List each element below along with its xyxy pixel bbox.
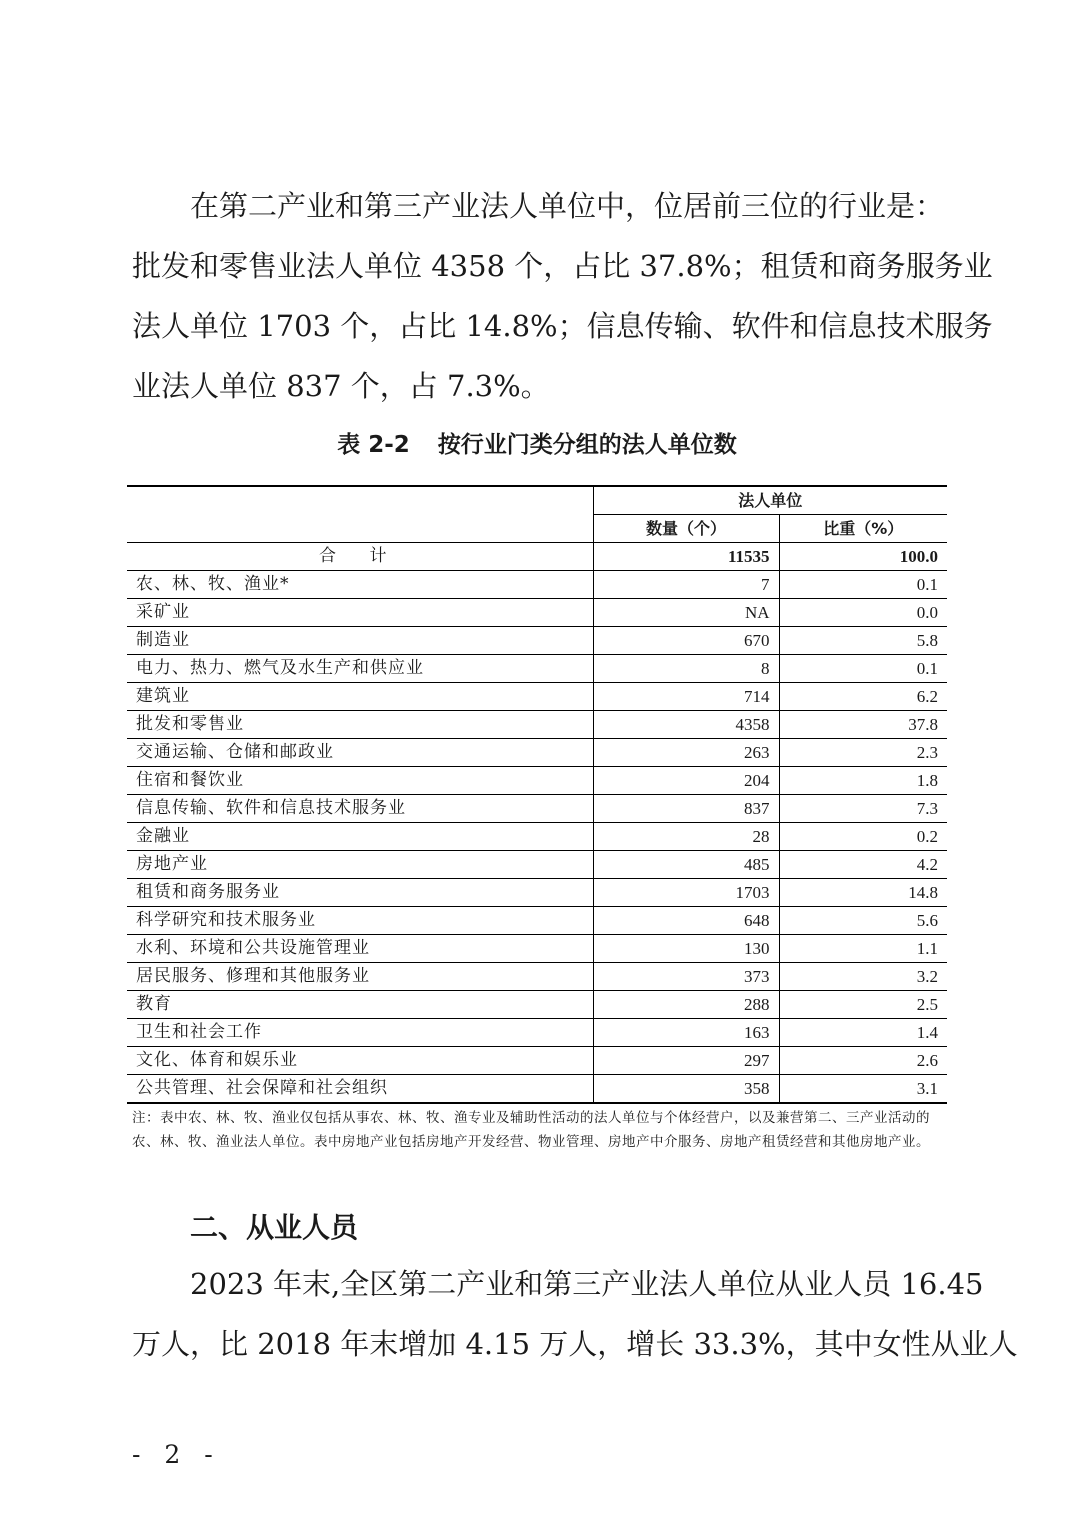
row-count: 297 xyxy=(593,1047,779,1075)
header-blank-cell xyxy=(127,486,593,543)
table-row xyxy=(127,683,947,711)
table-row xyxy=(127,571,947,599)
row-share: 0.0 xyxy=(779,599,947,627)
row-count: 373 xyxy=(593,963,779,991)
col-share-header: 比重（%） xyxy=(779,515,947,543)
row-count: 204 xyxy=(593,767,779,795)
row-label: 电力、热力、燃气及水生产和供应业 xyxy=(127,655,593,683)
table-row xyxy=(127,879,947,907)
row-share: 14.8 xyxy=(779,879,947,907)
row-label: 住宿和餐饮业 xyxy=(127,767,593,795)
row-label: 金融业 xyxy=(127,823,593,851)
row-count: 163 xyxy=(593,1019,779,1047)
row-label: 水利、环境和公共设施管理业 xyxy=(127,935,593,963)
paragraph-line: 批发和零售业法人单位 4358 个，占比 37.8%；租赁和商务服务业 xyxy=(132,249,993,283)
table-row xyxy=(127,991,947,1019)
table-row xyxy=(127,823,947,851)
row-label: 居民服务、修理和其他服务业 xyxy=(127,963,593,991)
row-share: 1.1 xyxy=(779,935,947,963)
row-share: 2.6 xyxy=(779,1047,947,1075)
row-label: 教育 xyxy=(127,991,593,1019)
row-count: 130 xyxy=(593,935,779,963)
table-number: 表 2-2 xyxy=(337,432,410,458)
row-share: 4.2 xyxy=(779,851,947,879)
paragraph-line: 万人，比 2018 年末增加 4.15 万人，增长 33.3%，其中女性从业人 xyxy=(132,1327,1018,1361)
row-label: 房地产业 xyxy=(127,851,593,879)
row-label: 公共管理、社会保障和社会组织 xyxy=(136,1078,388,1098)
table-row xyxy=(127,599,947,627)
row-label: 卫生和社会工作 xyxy=(127,1019,593,1047)
row-count: 485 xyxy=(593,851,779,879)
row-label: 文化、体育和娱乐业 xyxy=(127,1047,593,1075)
section-heading: 二、从业人员 xyxy=(190,1211,359,1244)
total-label: 合 计 xyxy=(127,543,593,571)
table-title-text: 按行业门类分组的法人单位数 xyxy=(437,432,737,458)
row-count: 4358 xyxy=(593,711,779,739)
row-label: 制造业 xyxy=(127,627,593,655)
total-row xyxy=(127,543,947,571)
table-row xyxy=(127,851,947,879)
row-count: 28 xyxy=(593,823,779,851)
row-share: 0.2 xyxy=(779,823,947,851)
total-count: 11535 xyxy=(593,543,779,571)
row-share: 3.1 xyxy=(779,1075,947,1104)
table-row xyxy=(127,795,947,823)
row-count: 263 xyxy=(593,739,779,767)
row-count: 1703 xyxy=(593,879,779,907)
row-share: 5.6 xyxy=(779,907,947,935)
table-row xyxy=(127,739,947,767)
row-share: 2.3 xyxy=(779,739,947,767)
paragraph-employees xyxy=(132,1254,1018,1374)
industry-table xyxy=(127,485,947,1104)
paragraph-top-industries xyxy=(132,176,993,416)
paragraph-line: 法人单位 1703 个，占比 14.8%；信息传输、软件和信息技术服务 xyxy=(132,309,993,343)
row-count: 7 xyxy=(593,571,779,599)
row-count: 8 xyxy=(593,655,779,683)
row-share: 37.8 xyxy=(779,711,947,739)
table-row xyxy=(127,711,947,739)
row-count: 288 xyxy=(593,991,779,1019)
row-share: 1.4 xyxy=(779,1019,947,1047)
row-label: 交通运输、仓储和邮政业 xyxy=(127,739,593,767)
table-row xyxy=(127,1019,947,1047)
table-header-row xyxy=(127,486,947,515)
page-number: - 2 - xyxy=(132,1440,221,1469)
table-row xyxy=(127,655,947,683)
col-count-header: 数量（个） xyxy=(593,515,779,543)
row-share: 2.5 xyxy=(779,991,947,1019)
row-share: 0.1 xyxy=(779,655,947,683)
row-share: 6.2 xyxy=(779,683,947,711)
paragraph-line: 2023 年末,全区第二产业和第三产业法人单位从业人员 16.45 xyxy=(190,1267,984,1301)
table-title xyxy=(0,426,1074,459)
table-note: 注：表中农、林、牧、渔业仅包括从事农、林、牧、渔专业及辅助性活动的法人单位与个体经营户，以及兼营第二、三产业活动的农、林、牧、渔业法人单位。表中房地产业包括房地产开发经营、物业管理、房地产中介服务、房地产租赁经营和其他房地产业。 xyxy=(132,1110,930,1150)
row-share: 1.8 xyxy=(779,767,947,795)
table-row xyxy=(127,907,947,935)
table-row xyxy=(127,963,947,991)
row-label: 采矿业 xyxy=(127,599,593,627)
row-share: 7.3 xyxy=(779,795,947,823)
paragraph-line: 业法人单位 837 个，占 7.3%。 xyxy=(132,369,550,403)
row-count: NA xyxy=(593,599,779,627)
row-label: 科学研究和技术服务业 xyxy=(127,907,593,935)
row-count: 358 xyxy=(593,1075,779,1104)
table-row xyxy=(127,1047,947,1075)
table-row xyxy=(127,767,947,795)
row-share: 5.8 xyxy=(779,627,947,655)
row-count: 837 xyxy=(593,795,779,823)
row-label: 农、林、牧、渔业* xyxy=(127,571,593,599)
row-label: 建筑业 xyxy=(127,683,593,711)
table-row xyxy=(127,627,947,655)
row-label: 租赁和商务服务业 xyxy=(127,879,593,907)
group-header: 法人单位 xyxy=(593,486,947,515)
row-label: 批发和零售业 xyxy=(127,711,593,739)
row-count: 648 xyxy=(593,907,779,935)
paragraph-line: 在第二产业和第三产业法人单位中，位居前三位的行业是： xyxy=(190,189,945,223)
row-count: 670 xyxy=(593,627,779,655)
row-share: 0.1 xyxy=(779,571,947,599)
row-count: 714 xyxy=(593,683,779,711)
total-share: 100.0 xyxy=(779,543,947,571)
table-row xyxy=(127,935,947,963)
row-label: 信息传输、软件和信息技术服务业 xyxy=(127,795,593,823)
table-row xyxy=(127,1075,947,1104)
row-share: 3.2 xyxy=(779,963,947,991)
